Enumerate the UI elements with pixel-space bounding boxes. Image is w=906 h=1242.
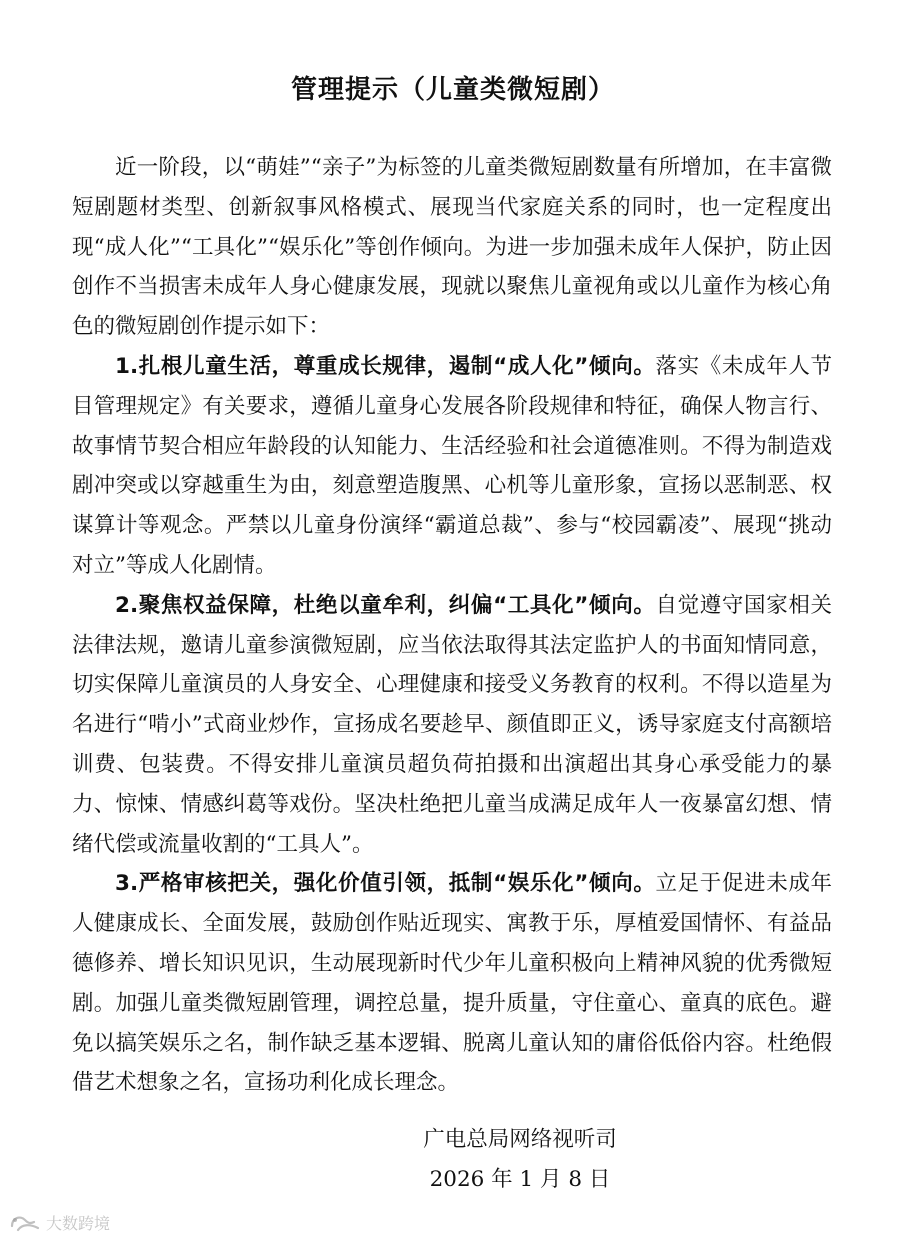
item-paragraph-1	[72, 347, 832, 586]
item-heading-1: 1.扎根儿童生活，尊重成长规律，遏制“成人化”倾向。	[115, 353, 656, 379]
signature-block	[405, 1120, 635, 1200]
intro-paragraph: 近一阶段，以“萌娃”“亲子”为标签的儿童类微短剧数量有所增加，在丰富微短剧题材类型、创新叙事风格模式、展现当代家庭关系的同时，也一定程度出现“成人化”“工具化”“娱乐化”等创作倾向。为进一步加强未成年人保护，防止因创作不当损害未成年人身心健康发展，现就以聚焦儿童视角或以儿童作为核心角色的微短剧创作提示如下：	[72, 155, 832, 340]
document-title: 管理提示（儿童类微短剧）	[290, 75, 615, 105]
item-text-3: 立足于促进未成年人健康成长、全面发展，鼓励创作贴近现实、寓教于乐，厚植爱国情怀、有益品德修养、增长知识见识，生动展现新时代少年儿童积极向上精神风貌的优秀微短剧。加强儿童类微短剧管理，调控总量，提升质量，守住童心、童真的底色。避免以搞笑娱乐之名，制作缺乏基本逻辑、脱离儿童认知的庸俗低俗内容。杜绝假借艺术想象之名，宣扬功利化成长理念。	[72, 871, 832, 1096]
watermark	[8, 1211, 110, 1234]
signature-date: 2026 年 1 月 8 日	[429, 1167, 611, 1192]
item-heading-3: 3.严格审核把关，强化价值引领，抵制“娱乐化”倾向。	[115, 871, 656, 897]
item-paragraph-3	[72, 864, 832, 1103]
item-paragraph-2	[72, 586, 832, 865]
signature-org: 广电总局网络视听司	[423, 1127, 617, 1152]
item-text-2: 自觉遵守国家相关法律法规，邀请儿童参演微短剧，应当依法取得其法定监护人的书面知情同意，切实保障儿童演员的人身安全、心理健康和接受义务教育的权利。不得以造星为名进行“啃小”式商业炒作，宣扬成名要趁早、颜值即正义，诱导家庭支付高额培训费、包装费。不得安排儿童演员超负荷拍摄和出演超出其身心承受能力的暴力、惊悚、情感纠葛等戏份。坚决杜绝把儿童当成满足成年人一夜暴富幻想、情绪代偿或流量收割的“工具人”。	[72, 592, 832, 857]
document-body	[72, 148, 832, 1103]
watermark-text: 大数跨境	[46, 1214, 111, 1233]
watermark-logo-icon	[8, 1212, 42, 1234]
item-heading-2: 2.聚焦权益保障，杜绝以童牟利，纠偏“工具化”倾向。	[115, 592, 656, 618]
item-text-1: 落实《未成年人节目管理规定》有关要求，遵循儿童身心发展各阶段规律和特征，确保人物言行、故事情节契合相应年龄段的认知能力、生活经验和社会道德准则。不得为制造戏剧冲突或以穿越重生为由，刻意塑造腹黑、心机等儿童形象，宣扬以恶制恶、权谋算计等观念。严禁以儿童身份演绎“霸道总裁”、参与“校园霸凌”、展现“挑动对立”等成人化剧情。	[72, 353, 832, 578]
